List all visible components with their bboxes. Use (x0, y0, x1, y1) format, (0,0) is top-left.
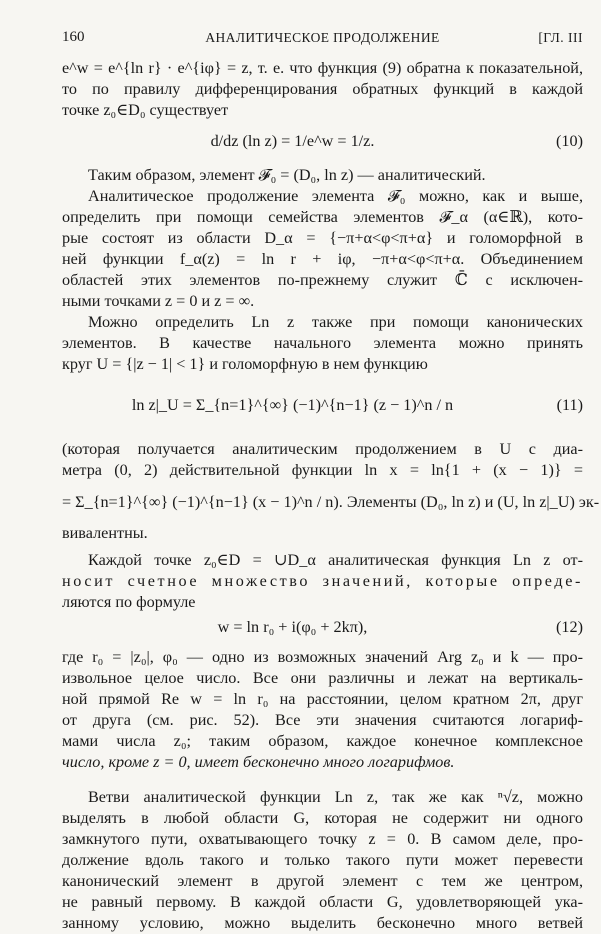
text-line: круг U = {|z − 1| < 1} и голоморфную в нем функцию (62, 355, 428, 373)
running-title: АНАЛИТИЧЕСКОЕ ПРОДОЛЖЕНИЕ (205, 30, 440, 45)
equation-formula: ln z|_U = Σ_{n=1}^{∞} (−1)^{n−1} (z − 1)^n / n (131, 396, 454, 414)
equation-number: (12) (556, 618, 583, 636)
text-line: число, кроме z = 0, имеет бесконечно много логарифмов. (62, 753, 455, 771)
text-line: Таким образом, элемент 𝓕₀ = (D₀, ln z) — аналитический. (88, 166, 486, 184)
equation-number: (10) (556, 132, 583, 150)
equation-12 (62, 613, 583, 647)
text-line: метра (0, 2) действительной функции ln x = ln{1 + (x − 1)} = (62, 461, 583, 479)
text-line: извольное целое число. Все они различны и лежат на вертикаль- (62, 669, 583, 687)
text-line: областей этих элементов по-прежнему служит ℂ̄ с исключен- (62, 271, 583, 289)
text-line: выделять в любой области G, которая не содержит ни одного (62, 809, 583, 827)
text-line: определить при помощи семейства элементов 𝓕_α (α∈ℝ), кото- (62, 208, 583, 226)
text-line: носит счетное множество значений, которые опреде- (62, 572, 583, 590)
text-line: то по правилу дифференцирования обратных функций в каждой (62, 80, 583, 98)
equation-number: (11) (556, 396, 583, 414)
text-line: ней функции f_α(z) = ln r + iφ, −π+α<φ<π+α. Объединением (62, 250, 583, 268)
text-line: элементов. В качестве начального элемента можно принять (62, 334, 583, 352)
page-body (62, 58, 600, 934)
text-line: где r₀ = |z₀|, φ₀ — одно из возможных значений Arg z₀ и k — про- (62, 648, 583, 666)
text-line: вивалентны. (62, 524, 148, 542)
text-line: ными точками z = 0 и z = ∞. (62, 292, 255, 310)
equation-formula: w = ln r₀ + i(φ₀ + 2kπ), (217, 618, 368, 636)
text-line: мами числа z₀; таким образом, каждое конечное комплексное (62, 732, 583, 750)
text-line: ной прямой Re w = ln r₀ на расстоянии, целом кратном 2π, друг (62, 690, 583, 708)
text-line: Можно определить Ln z также при помощи канонических (88, 313, 583, 331)
text-line: e^w = e^{ln r} · e^{iφ} = z, т. е. что функция (9) обратна к показательной, (62, 59, 583, 77)
text-line: замкнутого пути, охватывающего точку z = 0. В самом деле, про- (62, 830, 583, 848)
text-line: должение вдоль такого и только такого пути может перевести (62, 851, 583, 869)
equation-11 (62, 375, 583, 439)
text-line: = Σ_{n=1}^{∞} (−1)^{n−1} (x − 1)^n / n). Элементы (D₀, ln z) и (U, ln z|_U) эк- (62, 493, 600, 511)
text-line: Аналитическое продолжение элемента 𝓕₀ можно, как и выше, (88, 187, 583, 205)
text-line: Ветви аналитической функции Ln z, так же как ⁿ√z, можно (88, 788, 583, 806)
text-line: (которая получается аналитическим продолжением в U с диа- (62, 440, 583, 458)
text-line: занному условию, можно выделить бесконечно много ветвей (62, 914, 583, 932)
chapter-label: [ГЛ. III (538, 30, 583, 45)
page-number: 160 (62, 29, 85, 45)
text-line: от друга (см. рис. 52). Все эти значения считаются логариф- (62, 711, 583, 729)
text-line: не равный первому. В каждой области G, удовлетворяющей ука- (62, 893, 583, 911)
text-line: точке z₀∈D₀ существует (62, 101, 229, 119)
running-header (62, 27, 583, 47)
text-line: рые состоят из области D_α = {−π+α<φ<π+α} и голоморфной в (62, 229, 583, 247)
equation-10 (62, 121, 583, 165)
text-line: канонический элемент в другой элемент с тем же центром, (62, 872, 583, 890)
text-line: Каждой точке z₀∈D = ∪D_α аналитическая функция Ln z от- (88, 551, 583, 569)
equation-formula: d/dz (ln z) = 1/e^w = 1/z. (210, 132, 375, 150)
text-line: ляются по формуле (62, 593, 196, 611)
